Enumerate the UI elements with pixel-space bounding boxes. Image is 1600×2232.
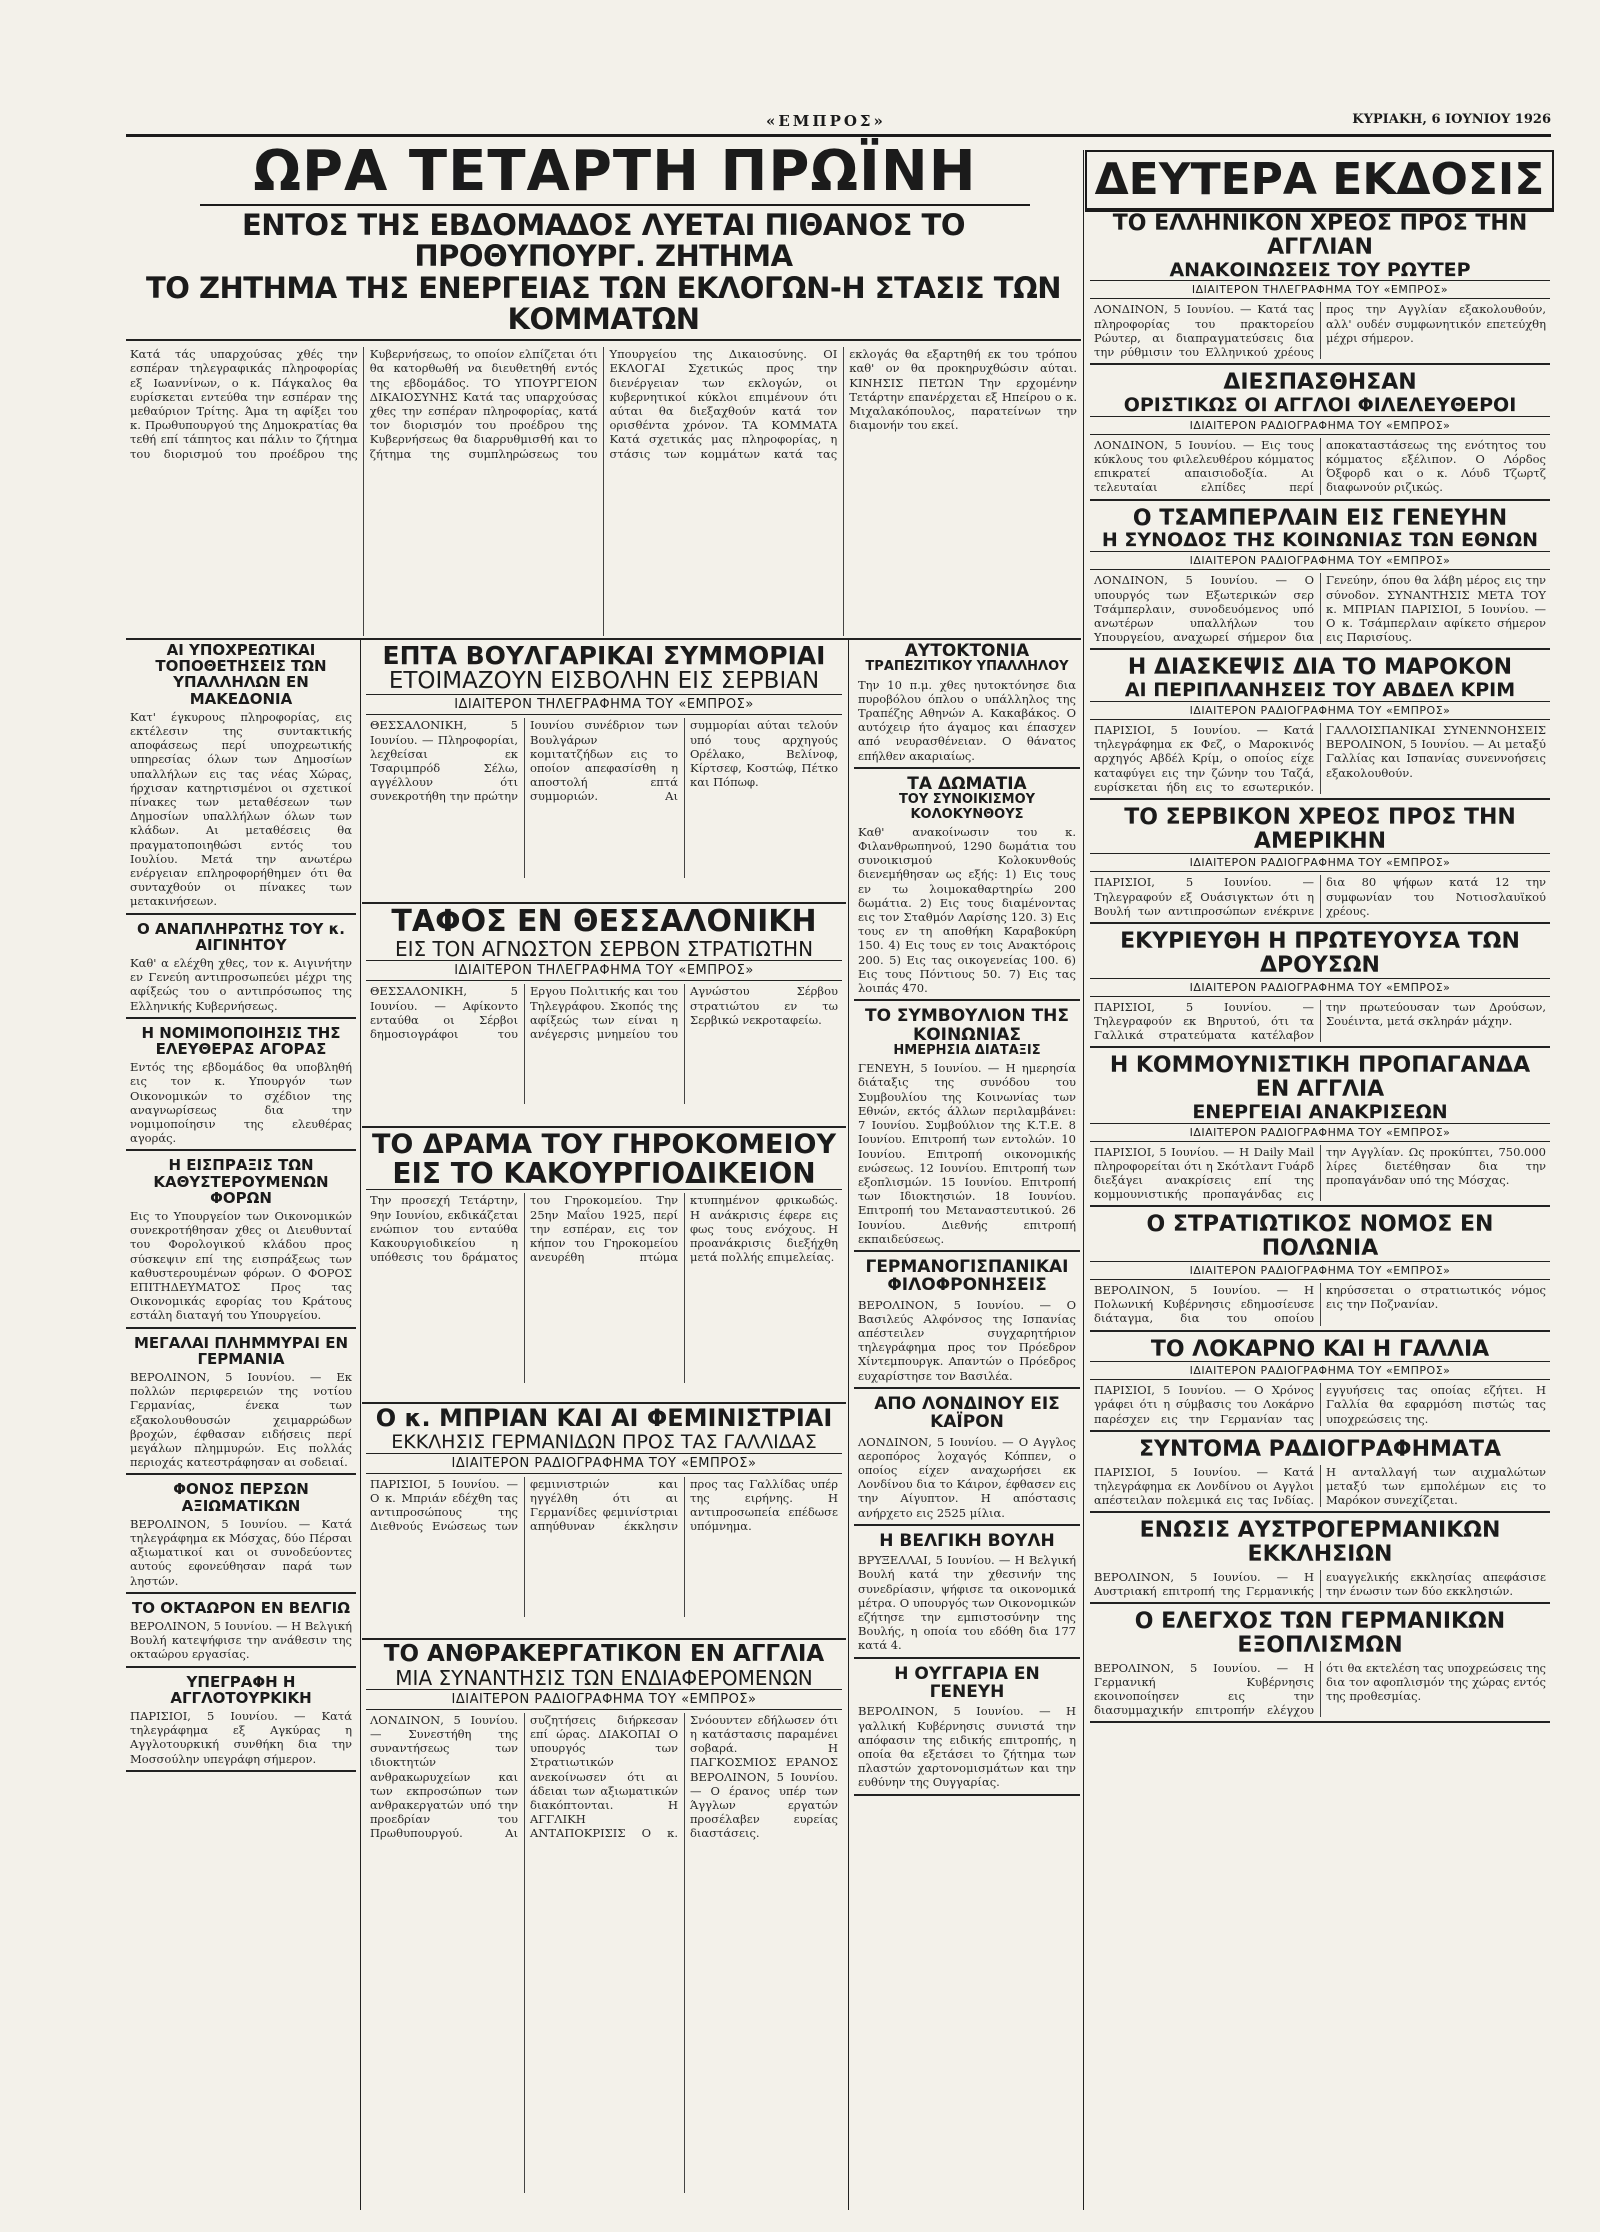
bulgar-body: ΘΕΣΣΑΛΟΝΙΚΗ, 5 Ιουνίου. — Πληροφορίαι, λεχθείσαι εκ Τσαριμπρόδ Σέλω, αγγέλλουν ότι συνεκροτήθη την πρώτην Ιουνίου συνέδριον των Βουλγάρων κομιτατζήδων εις το οποίον απεφασίσθη η αποστολή επτά συμμοριών. Αι συμμορίαι αύται τελούν υπό τους αρχηγούς Ορέλακο, Βελίνοφ, Κίρτσεφ, Κοστώφ, Πέτκο και Πόπωφ. <box>370 718 838 804</box>
article-body: ΓΕΝΕΥΗ, 5 Ιουνίου. — Η ημερησία διάταξις της συνόδου του Συμβουλίου της Κοινωνίας των Εθνών, εκτός άλλων περιλαμβάνει: 7 Ιουνίου. Συμβούλιον της Κ.Τ.Ε. 8 Ιουνίου. Επιτροπή των εντολών. 10 Ιουνίου. Επιτροπή οικονομικής ενώσεως. 12 Ιουνίου. Επιτροπή των εξοπλισμών. 15 Ιουνίου. Επιτροπή των Ιδιοκτησιών. 18 Ιουνίου. Επιτροπή του Μεταναστευτικού. 26 Ιουνίου. Διεθνής επιτροπή εκπαιδεύσεως. <box>858 1061 1076 1246</box>
article-title: Η ΝΟΜΙΜΟΠΟΙΗΣΙΣ ΤΗΣ ΕΛΕΥΘΕΡΑΣ ΑΓΟΡΑΣ <box>141 1023 341 1058</box>
article-title: Η ΚΟΜΜΟΥΝΙΣΤΙΚΗ ΠΡΟΠΑΓΑΝΔΑ ΕΝ ΑΓΓΛΙΑ <box>1109 1053 1531 1102</box>
article-title: ΑΥΤΟΚΤΟΝΙΑ <box>904 642 1030 661</box>
bulgar-agency: ΙΔΙΑΙΤΕΡΟΝ ΤΗΛΕΓΡΑΦΗΜΑ ΤΟΥ «ΕΜΠΡΟΣ» <box>366 694 842 715</box>
bulgar-title: ΕΠΤΑ ΒΟΥΛΓΑΡΙΚΑΙ ΣΥΜΜΟΡΙΑΙ <box>382 642 826 670</box>
article-body: ΒΕΡΟΛΙΝΟΝ, 5 Ιουνίου. — Εκ πολλών περιφερειών της νοτίου Γερμανίας, ένεκα των εξακολουθουσών χειμαρρώδων βροχών, έφθασαν ειδήσεις περί μεγάλων πλημμυρών. Εις πολλάς περιοχάς κατεστράφησαν αι σοδειαί. <box>130 1369 352 1470</box>
article <box>1090 656 1550 800</box>
anthrakwr-subtitle: ΜΙΑ ΣΥΝΑΝΤΗΣΙΣ ΤΩΝ ΕΝΔΙΑΦΕΡΟΜΕΝΩΝ <box>395 1665 813 1690</box>
article <box>126 642 356 915</box>
left-column <box>126 642 356 2210</box>
lead-title-2: ΤΟ ΖΗΤΗΜΑ ΤΗΣ ΕΝΕΡΓΕΙΑΣ ΤΩΝ ΕΚΛΟΓΩΝ-Η ΣΤΑΣΙΣ ΤΩΝ ΚΟΜΜΑΤΩΝ <box>126 273 1081 342</box>
article-subtitle: ΑΝΑΚΟΙΝΩΣΕΙΣ ΤΟΥ ΡΩΥΤΕΡ <box>1169 258 1471 281</box>
article-agency: ΙΔΙΑΙΤΕΡΟΝ ΡΑΔΙΟΓΡΑΦΗΜΑ ΤΟΥ «ΕΜΠΡΟΣ» <box>1090 1123 1550 1142</box>
article <box>854 1532 1080 1659</box>
article-title: Η ΕΙΣΠΡΑΞΙΣ ΤΩΝ ΚΑΘΥΣΤΕΡΟΥΜΕΝΩΝ ΦΟΡΩΝ <box>153 1156 329 1207</box>
article-title: ΥΠΕΓΡΑΦΗ Η ΑΓΓΛΟΤΟΥΡΚΙΚΗ <box>170 1672 312 1707</box>
main-headline: ΩΡΑ ΤΕΤΑΡΤΗ ΠΡΩΪΝΗ <box>200 140 1030 206</box>
tafos-title: ΤΑΦΟΣ ΕΝ ΘΕΣΣΑΛΟΝΙΚΗ <box>391 906 817 939</box>
article-tafos <box>366 906 842 1124</box>
right-column <box>1090 212 1550 2210</box>
article-feminist <box>366 1406 842 1636</box>
article-title: ΜΕΓΑΛΑΙ ΠΛΗΜΜΥΡΑΙ ΕΝ ΓΕΡΜΑΝΙΑ <box>134 1333 348 1368</box>
article <box>126 1600 356 1668</box>
article-title: ΦΟΝΟΣ ΠΕΡΣΩΝ ΑΞΙΩΜΑΤΙΚΩΝ <box>173 1480 309 1515</box>
article-body: Καθ' α ελέχθη χθες, τον κ. Αιγινήτην εν Γενεύη αντιπροσωπεύει μέχρι της αφίξεώς του ο αντιπρόσωπος της Ελληνικής Κυβερνήσεως. <box>130 955 352 1013</box>
tafos-subtitle: ΕΙΣ ΤΟΝ ΑΓΝΩΣΤΟΝ ΣΕΡΒΟΝ ΣΤΡΑΤΙΩΤΗΝ <box>394 937 814 962</box>
article <box>1090 930 1550 1048</box>
article-body: ΒΕΡΟΛΙΝΟΝ, 5 Ιουνίου. — Η Γερμανική Κυβέρνησις εκοινοποίησεν εις την διασυμμαχικήν επιτροπήν ελέγχου ότι θα εκτελέση τας υποχρεώσεις της δια τον αφοπλισμόν της χώρας εντός της προθεσμίας. <box>1094 1660 1546 1718</box>
lead-body: Κατά τάς υπαρχούσας χθές την εσπέραν τηλεγραφικάς πληροφορίας εξ Ιωαννίνων, ο κ. Πάγκαλος θα ευρίσκεται εντεύθα την εσπέραν της μεθαύριον Τρίτης. Άμα τη αφίξει του κ. Πρωθυπουργού της Δημοκρατίας θα τεθή επί τάπητος και πάλιν το ζήτημα του διορισμού του προέδρου της Κυβερνήσεως, το οποίον ελπίζεται ότι θα κατορθωθή να διευθετηθή εντός της εβδομάδος. ΤΟ ΥΠΟΥΡΓΕΙΟΝ ΔΙΚΑΙΟΣΥΝΗΣ Κατά τας υπαρχούσας χθες την εσπέραν πληροφορίας, κατά τον διορισμόν του προέδρου της Κυβερνήσεως θα διαρρυθμισθή και το ζήτημα της συμπληρώσεως του Υπουργείου της Δικαιοσύνης. ΟΙ ΕΚΛΟΓΑΙ Σχετικώς προς την διενέργειαν των εκλογών, οι κυβερνητικοί κύκλοι επιμένουν ότι αύται θα διεξαχθούν κατά τον ορισθέντα χρόνον. ΤΑ ΚΟΜΜΑΤΑ Κατά σχετικάς μας πληροφορίας, η στάσις των κομμάτων κατά τας εκλογάς θα εξαρτηθή εκ του τρόπου καθ' ον θα προκηρυχθώσιν αύται. ΚΙΝΗΣΙΣ ΠΕΤΩΝ Την ερχομένην Τετάρτην επανέρχεται εξ Ηπείρου ο κ. Μιχαλακόπουλος, παρατείνων την διαμονήν του εκεί. <box>130 347 1077 461</box>
article <box>1090 1213 1550 1331</box>
article <box>126 1025 356 1152</box>
article-title: ΤΟ ΣΥΜΒΟΥΛΙΟΝ ΤΗΣ ΚΟΙΝΩΝΙΑΣ <box>864 1006 1070 1045</box>
article-body: ΠΑΡΙΣΙΟΙ, 5 Ιουνίου. — Τηλεγραφούν εκ Βηρυτού, ότι τα Γαλλικά στρατεύματα κατέλαβον την πρωτεύουσαν των Δρούσων, Σουέιντα, μετά σκληράν μάχην. <box>1094 999 1546 1042</box>
article <box>126 1481 356 1593</box>
article-title: Η ΟΥΓΓΑΡΙΑ ΕΝ ΓΕΝΕΥΗ <box>894 1663 1040 1702</box>
article-agency: ΙΔΙΑΙΤΕΡΟΝ ΡΑΔΙΟΓΡΑΦΗΜΑ ΤΟΥ «ΕΜΠΡΟΣ» <box>1090 701 1550 720</box>
bulgar-subtitle: ΕΤΟΙΜΑΖΟΥΝ ΕΙΣΒΟΛΗΝ ΕΙΣ ΣΕΡΒΙΑΝ <box>388 668 820 694</box>
article-subtitle: ΤΟΥ ΣΥΝΟΙΚΙΣΜΟΥ ΚΟΛΟΚΥΝΘΟΥΣ <box>898 792 1036 822</box>
gerokomeio-body: Την προσεχή Τετάρτην, 9ην Ιουνίου, εκδικάζεται ενώπιον του ενταύθα Κακουργιοδικείου η υπόθεσις του δράματος του Γηροκομείου. Την 25ην Μαΐου 1925, περί την εσπέραν, εις τον κήπον του Γηροκομείου ανευρέθη πτώμα κτυπημένον φρικωδώς. Η ανάκρισις έφερε εις φως τους ενόχους. Η προανάκρισις διεξήχθη μετά πολλής επιμελείας. <box>370 1193 838 1265</box>
article <box>126 921 356 1019</box>
lead-title-1: ΕΝΤΟΣ ΤΗΣ ΕΒΔΟΜΑΔΟΣ ΛΥΕΤΑΙ ΠΙΘΑΝΟΣ ΤΟ ΠΡΟΘΥΠΟΥΡΓ. ΖΗΤΗΜΑ <box>242 208 965 274</box>
article-anthrakwr <box>366 1642 842 2210</box>
article-body: ΛΟΝΔΙΝΟΝ, 5 Ιουνίου. — Κατά τας πληροφορίας του πρακτορείου Ρώυτερ, αι διαπραγματεύσεις δια την ρύθμισιν του Ελληνικού χρέους προς την Αγγλίαν εξακολουθούν, αλλ' ουδέν συμφωνητικόν επετεύχθη μέχρι σήμερον. <box>1094 302 1546 359</box>
article-title: ΤΟ ΣΕΡΒΙΚΟΝ ΧΡΕΟΣ ΠΡΟΣ ΤΗΝ ΑΜΕΡΙΚΗΝ <box>1124 804 1516 854</box>
second-edition-banner: ΔΕΥΤΕΡΑ ΕΚΔΟΣΙΣ <box>1085 150 1554 212</box>
article-body: ΠΑΡΙΣΙΟΙ, 5 Ιουνίου. — Η Daily Mail πληροφορείται ότι η Σκότλαντ Γυάρδ διεξάγει ανακρίσεις επί της κομμουνιστικής προπαγάνδας εις την Αγγλίαν. Ως προκύπτει, 750.000 λίρες διετέθησαν δια την προπαγάνδαν υπό της Μόσχας. <box>1094 1144 1546 1202</box>
tafos-agency: ΙΔΙΑΙΤΕΡΟΝ ΤΗΛΕΓΡΑΦΗΜΑ ΤΟΥ «ΕΜΠΡΟΣ» <box>366 960 842 981</box>
article-body: ΒΡΥΞΕΛΛΑΙ, 5 Ιουνίου. — Η Βελγική Βουλή κατά την χθεσινήν της συνεδρίασιν, ψήφισε τα οικονομικά μέτρα. Ο υπουργός των Οικονομικών εζήτησε την εμπιστοσύνην της Βουλής, η οποία του εδόθη δια 177 κατά 4. <box>858 1553 1076 1653</box>
article-body: ΛΟΝΔΙΝΟΝ, 5 Ιουνίου. — Ο Αγγλος αεροπόρος λοχαγός Κόππεν, ο οποίος είχεν αναχωρήσει εκ Λονδίνου δια το Κάιρον, έφθασεν εις την Αίγυπτον. Η απόστασις ανήρχετο εις 2525 μίλια. <box>858 1434 1076 1520</box>
article-agency: ΙΔΙΑΙΤΕΡΟΝ ΡΑΔΙΟΓΡΑΦΗΜΑ ΤΟΥ «ΕΜΠΡΟΣ» <box>1090 978 1550 997</box>
article <box>854 1395 1080 1526</box>
article-agency: ΙΔΙΑΙΤΕΡΟΝ ΤΗΛΕΓΡΑΦΗΜΑ ΤΟΥ «ΕΜΠΡΟΣ» <box>1090 280 1550 299</box>
feminist-title: Ο κ. ΜΠΡΙΑΝ ΚΑΙ ΑΙ ΦΕΜΙΝΙΣΤΡΙΑΙ <box>375 1406 833 1432</box>
feminist-subtitle: ΕΚΚΛΗΣΙΣ ΓΕΡΜΑΝΙΔΩΝ ΠΡΟΣ ΤΑΣ ΓΑΛΛΙΔΑΣ <box>391 1430 817 1453</box>
article-agency: ΙΔΙΑΙΤΕΡΟΝ ΡΑΔΙΟΓΡΑΦΗΜΑ ΤΟΥ «ΕΜΠΡΟΣ» <box>1090 1361 1550 1380</box>
article-body: Καθ' ανακοίνωσιν του κ. Φιλανθρωπηνού, 1290 δωμάτια του συνοικισμού Κολοκυνθούς διενεμήθησαν ως εξής: 1) Εις τους εν τω λοιμοκαθαρτηρίω 200 δωμάτια. 2) Εις τους διαμένοντας εις τον Σταθμόν Λαρίσης 120. 3) Εις τους εν τη αποθήκη Καραβοκύρη 150. 4) Εις τους εν τοις Ανακτόροις 200. 5) Εις τας οικογενείας 100. 6) Εις τους Πόντιους 50. 7) Εις τας λοιπάς 470. <box>858 824 1076 996</box>
article <box>126 1674 356 1772</box>
third-column <box>854 642 1080 2210</box>
article-body: Εις το Υπουργείον των Οικονομικών συνεκροτήθησαν χθες οι Διευθυνταί του Φορολογικού κλάδου προς σύσκεψιν επί της εισπράξεως των καθυστερουμένων φόρων. Ο ΦΟΡΟΣ ΕΠΙΤΗΔΕΥΜΑΤΟΣ Προς τας Οικονομικάς εφορίας του Κράτους εστάλη διαταγή του Υπουργείου. <box>130 1208 352 1323</box>
article-subtitle: ΤΡΑΠΕΖΙΤΙΚΟΥ ΥΠΑΛΛΗΛΟΥ <box>865 659 1069 675</box>
article-body: ΒΕΡΟΛΙΝΟΝ, 5 Ιουνίου. — Η γαλλική Κυβέρνησις συνιστά την απόφασιν της ειδικής επιτροπής, η οποία θα εξετάσει το ζήτημα των πλαστών χαρτονομισμάτων και την ευθύνην της Ουγγαρίας. <box>858 1704 1076 1790</box>
article <box>1090 1438 1550 1513</box>
article-agency: ΙΔΙΑΙΤΕΡΟΝ ΡΑΔΙΟΓΡΑΦΗΜΑ ΤΟΥ «ΕΜΠΡΟΣ» <box>1090 853 1550 872</box>
article-body: Εντός της εβδομάδος θα υποβληθή εις τον κ. Υπουργόν των Οικονομικών το σχέδιον της αναγνωρίσεως δια την νομιμοποίησιν της ελευθέρας αγοράς. <box>130 1060 352 1146</box>
article-agency: ΙΔΙΑΙΤΕΡΟΝ ΡΑΔΙΟΓΡΑΦΗΜΑ ΤΟΥ «ΕΜΠΡΟΣ» <box>1090 551 1550 570</box>
article-title: ΓΕΡΜΑΝΟΓΙΣΠΑΝΙΚΑΙ ΦΙΛΟΦΡΟΝΗΣΕΙΣ <box>865 1256 1069 1296</box>
article-title: Ο ΣΤΡΑΤΙΩΤΙΚΟΣ ΝΟΜΟΣ ΕΝ ΠΟΛΩΝΙΑ <box>1146 1212 1494 1262</box>
article-title: ΑΙ ΥΠΟΧΡΕΩΤΙΚΑΙ ΤΟΠΟΘΕΤΗΣΕΙΣ ΤΩΝ ΥΠΑΛΛΗΛΩΝ ΕΝ ΜΑΚΕΔΟΝΙΑ <box>155 642 327 708</box>
article-body: ΒΕΡΟΛΙΝΟΝ, 5 Ιουνίου. — Ο Βασιλεύς Αλφόνσος της Ισπανίας απέστειλεν συγχαρητήριον τηλεγράφημα προς τον Πρόεδρον Χίντεμπουργκ. Απαντών ο Πρόεδρος ευχαρίστησε τον Βασιλέα. <box>858 1297 1076 1383</box>
article-body: ΒΕΡΟΛΙΝΟΝ, 5 Ιουνίου. — Η Βελγική Βουλή κατεψήφισε την ανάθεσιν της οκταώρου εργασίας. <box>130 1618 352 1662</box>
article-body: ΛΟΝΔΙΝΟΝ, 5 Ιουνίου. — Εις τους κύκλους του φιλελευθέρου κόμματος επικρατεί απαισιοδοξία. Αι τελευταίαι ελπίδες περί αποκαταστάσεως της ενότητος του κόμματος εξέλιπον. Ο Λόρδος Όξφορδ και ο κ. Λόυδ Τζωρτζ διαφωνούν ριζικώς. <box>1094 437 1546 495</box>
article <box>1090 212 1550 365</box>
article-agency: ΙΔΙΑΙΤΕΡΟΝ ΡΑΔΙΟΓΡΑΦΗΜΑ ΤΟΥ «ΕΜΠΡΟΣ» <box>1090 1261 1550 1280</box>
article-body: ΠΑΡΙΣΙΟΙ, 5 Ιουνίου. — Κατά τηλεγράφημα εξ Αγκύρας η Αγγλοτουρκική συνθήκη δια την Μοσσούλην υπεγράφη σήμερον. <box>130 1708 352 1766</box>
article <box>126 1335 356 1476</box>
article-title: Ο ΑΝΑΠΛΗΡΩΤΗΣ ΤΟΥ κ. ΑΙΓΙΝΗΤΟΥ <box>137 919 345 954</box>
article-subtitle: Η ΣΥΝΟΔΟΣ ΤΗΣ ΚΟΙΝΩΝΙΑΣ ΤΩΝ ΕΘΝΩΝ <box>1101 529 1539 552</box>
article-body: Κατ' έγκυρους πληροφορίας, εις εκτέλεσιν της συντακτικής αποφάσεως περί υποχρεωτικής υπηρεσίας όλων των Δημοσίων υπαλλήλων εις τας νέας Χώρας, ήρχισαν κατηρτισμένοι οι σχετικοί πίνακες των μεταθέσεων των Δημοσίων υπαλλήλων όλων των κλάδων. Αι μεταθέσεις θα πραγματοποιηθώσι εντός του Ιουλίου. Μετά την ανωτέρω ενέργειαν επληροφορήθημεν ότι θα συνταχθούν οι πίνακες των μετακινήσεων. <box>130 709 352 909</box>
feminist-agency: ΙΔΙΑΙΤΕΡΟΝ ΡΑΔΙΟΓΡΑΦΗΜΑ ΤΟΥ «ΕΜΠΡΟΣ» <box>366 1453 842 1474</box>
article <box>854 1665 1080 1796</box>
article-title: ΤΟ ΛΟΚΑΡΝΟ ΚΑΙ Η ΓΑΛΛΙΑ <box>1150 1336 1490 1362</box>
article <box>854 1258 1080 1389</box>
article-body: ΠΑΡΙΣΙΟΙ, 5 Ιουνίου. — Κατά τηλεγράφημα εκ Λονδίνου οι Αγγλοι απέστειλαν πολεμικά εις τας Ινδίας. Η ανταλλαγή των αιχμαλώτων μεταξύ των εμπολέμων εις το Μαρόκον συνεχίζεται. <box>1094 1464 1546 1508</box>
article <box>1090 507 1550 651</box>
article-subtitle: ΗΜΕΡΗΣΙΑ ΔΙΑΤΑΞΙΣ <box>893 1042 1041 1058</box>
article-body: ΒΕΡΟΛΙΝΟΝ, 5 Ιουνίου. — Κατά τηλεγράφημα εκ Μόσχας, δύο Πέρσαι αξιωματικοί και οι συνοδεύοντες αυτούς εφονεύθησαν παρά των ληστών. <box>130 1516 352 1588</box>
article-subtitle: ΕΝΕΡΓΕΙΑΙ ΑΝΑΚΡΙΣΕΩΝ <box>1192 1100 1448 1123</box>
article <box>854 642 1080 769</box>
article <box>126 1157 356 1328</box>
masthead <box>126 112 1551 137</box>
article <box>1090 1610 1550 1723</box>
article-title: ΤΑ ΔΩΜΑΤΙΑ <box>907 773 1027 794</box>
article-body: ΠΑΡΙΣΙΟΙ, 5 Ιουνίου. — Τηλεγραφούν εξ Ουάσιγκτων ότι η Βουλή των αντιπροσώπων ενέκρινε δια 80 ψήφων κατά 12 την συμφωνίαν του Νοτιοσλαυϊκού χρέους. <box>1094 875 1546 918</box>
article-title: ΤΟ ΟΚΤΑΩΡΟΝ ΕΝ ΒΕΛΓΙΩ <box>132 1598 350 1617</box>
article-body: Την 10 π.μ. χθες ηυτοκτόνησε δια πυροβόλου όπλου ο υπάλληλος της Τραπέζης Αθηνών Α. Κακαβάκος. Ο αυτόχειρ ήτο άγαμος και έπασχεν από νευρασθένειαν. Ο θάνατος επήλθεν ακαριαίως. <box>858 677 1076 763</box>
gerokomeio-subtitle: ΕΙΣ ΤΟ ΚΑΚΟΥΡΓΙΟΔΙΚΕΙΟΝ <box>366 1159 842 1190</box>
anthrakwr-body: ΛΟΝΔΙΝΟΝ, 5 Ιουνίου. — Συνεστήθη της συναντήσεως των ιδιοκτητών ανθρακωρυχείων και των εκπροσώπων των ανθρακεργατών υπό την προεδρίαν του Πρωθυπουργού. Αι συζητήσεις διήρκεσαν επί ώρας. ΔΙΑΚΟΠΑΙ Ο υπουργός των Στρατιωτικών ανεκοίνωσεν ότι αι άδειαι των αξιωματικών διακόπτονται. Η ΑΓΓΛΙΚΗ ΑΝΤΑΠΟΚΡΙΣΙΣ Ο κ. Σνόουντεν εδήλωσεν ότι η κατάστασις παραμένει σοβαρά. Η ΠΑΓΚΟΣΜΙΟΣ ΕΡΑΝΟΣ ΒΕΡΟΛΙΝΟΝ, 5 Ιουνίου. — Ο έρανος υπέρ των Άγγλων εργατών προσέλαβεν ευρείας διαστάσεις. <box>370 1712 838 1841</box>
article-title: ΕΚΥΡΙΕΥΘΗ Η ΠΡΩΤΕΥΟΥΣΑ ΤΩΝ ΔΡΟΥΣΩΝ <box>1120 929 1520 978</box>
article <box>854 1007 1080 1252</box>
article-title: Ο ΤΣΑΜΠΕΡΛΑΙΝ ΕΙΣ ΓΕΝΕΥΗΝ <box>1132 505 1508 531</box>
article <box>1090 1054 1550 1207</box>
article-body: ΒΕΡΟΛΙΝΟΝ, 5 Ιουνίου. — Η Πολωνική Κυβέρνησις εδημοσίευσε διάταγμα, δια του οποίου κηρύσσεται ο στρατιωτικός νόμος εις την Ποζνανίαν. <box>1094 1282 1546 1326</box>
article-title: Ο ΕΛΕΓΧΟΣ ΤΩΝ ΓΕΡΜΑΝΙΚΩΝ ΕΞΟΠΛΙΣΜΩΝ <box>1134 1609 1506 1658</box>
paper-name: «ΕΜΠΡΟΣ» <box>766 112 886 130</box>
feminist-body: ΠΑΡΙΣΙΟΙ, 5 Ιουνίου. — Ο κ. Μπριάν εδέχθη τας αντιπροσώπους της Διεθνούς Ενώσεως των φεμινιστριών και ηγγέλθη ότι αι Γερμανίδες φεμινίστριαι απηύθυναν έκκλησιν προς τας Γαλλίδας υπέρ της ειρήνης. Η αντιπροσωπεία επέδωσε υπόμνημα. <box>370 1476 838 1534</box>
article-body: ΠΑΡΙΣΙΟΙ, 5 Ιουνίου. — Κατά τηλεγράφημα εκ Φεζ, ο Μαροκινός αρχηγός Αβδέλ Κρίμ, ο οποίος είχε καταφύγει εις την ζώνην του Ταζά, ευρίσκεται ήδη εις το εσωτερικόν. ΓΑΛΛΟΙΣΠΑΝΙΚΑΙ ΣΥΝΕΝΝΟΗΣΕΙΣ ΒΕΡΟΛΙΝΟΝ, 5 Ιουνίου. — Αι μεταξύ Γαλλίας και Ισπανίας συνεννοήσεις εξακολουθούν. <box>1094 722 1546 794</box>
article-bulgar <box>366 642 842 900</box>
article-title: Η ΒΕΛΓΙΚΗ ΒΟΥΛΗ <box>879 1530 1055 1551</box>
article-title: ΤΟ ΕΛΛΗΝΙΚΟΝ ΧΡΕΟΣ ΠΡΟΣ ΤΗΝ ΑΓΓΛΙΑΝ <box>1112 212 1528 260</box>
article <box>1090 1519 1550 1604</box>
issue-date: ΚΥΡΙΑΚΗ, 6 ΙΟΥΝΙΟΥ 1926 <box>1352 112 1551 127</box>
article-agency: ΙΔΙΑΙΤΕΡΟΝ ΡΑΔΙΟΓΡΑΦΗΜΑ ΤΟΥ «ΕΜΠΡΟΣ» <box>1090 416 1550 435</box>
anthrakwr-agency: ΙΔΙΑΙΤΕΡΟΝ ΡΑΔΙΟΓΡΑΦΗΜΑ ΤΟΥ «ΕΜΠΡΟΣ» <box>366 1689 842 1710</box>
article-title: ΑΠΟ ΛΟΝΔΙΝΟΥ ΕΙΣ ΚΑΪΡΟΝ <box>874 1393 1060 1433</box>
article-title: Η ΔΙΑΣΚΕΨΙΣ ΔΙΑ ΤΟ ΜΑΡΟΚΟΝ <box>1127 655 1513 681</box>
article <box>854 775 1080 1001</box>
article <box>1090 371 1550 500</box>
article <box>1090 1338 1550 1432</box>
article-subtitle: ΑΙ ΠΕΡΙΠΛΑΝΗΣΕΙΣ ΤΟΥ ΑΒΔΕΛ ΚΡΙΜ <box>1124 679 1516 702</box>
tafos-body: ΘΕΣΣΑΛΟΝΙΚΗ, 5 Ιουνίου. — Αφίκοντο ενταύθα οι Σέρβοι δημοσιογράφοι του Εργου Πολιτικής και του Τηλεγράφου. Σκοπός της αφίξεώς των είναι η ανέγερσις μνημείου του Αγνώστου Σέρβου στρατιώτου εν τω Σερβικώ νεκροταφείω. <box>370 984 838 1041</box>
anthrakwr-title: ΤΟ ΑΝΘΡΑΚΕΡΓΑΤΙΚΟΝ ΕΝ ΑΓΓΛΙΑ <box>383 1642 825 1667</box>
article-gerokomeio <box>366 1130 842 1400</box>
gerokomeio-title: ΤΟ ΔΡΑΜΑ ΤΟΥ ΓΗΡΟΚΟΜΕΙΟΥ <box>371 1130 837 1160</box>
article <box>1090 806 1550 924</box>
article-body: ΒΕΡΟΛΙΝΟΝ, 5 Ιουνίου. — Η Αυστριακή επιτροπή της Γερμανικής ευαγγελικής εκκλησίας απεφάσισε την ένωσιν των δύο εκκλησιών. <box>1094 1569 1546 1598</box>
article-title: ΕΝΩΣΙΣ ΑΥΣΤΡΟΓΕΡΜΑΝΙΚΩΝ ΕΚΚΛΗΣΙΩΝ <box>1139 1518 1501 1567</box>
article-body: ΠΑΡΙΣΙΟΙ, 5 Ιουνίου. — Ο Χρόνος γράφει ότι η σύμβασις του Λοκάρνο παρέσχεν εις την Γερμανίαν τας εγγυήσεις τας οποίας εζήτει. Η Γαλλία θα εφαρμόση πιστώς τας υποχρεώσεις της. <box>1094 1383 1546 1426</box>
article-title: ΣΥΝΤΟΜΑ ΡΑΔΙΟΓΡΑΦΗΜΑΤΑ <box>1139 1436 1501 1462</box>
lead-story <box>126 208 1081 636</box>
article-body: ΛΟΝΔΙΝΟΝ, 5 Ιουνίου. — Ο υπουργός των Εξωτερικών σερ Τσάμπερλαιν, συνοδευόμενος υπό ανωτέρων υπαλλήλων του Υπουργείου, αναχωρεί σήμερον δια Γενεύην, όπου θα λάβη μέρος εις την σύνοδον. ΣΥΝΑΝΤΗΣΙΣ ΜΕΤΑ ΤΟΥ κ. ΜΠΡΙΑΝ ΠΑΡΙΣΙΟΙ, 5 Ιουνίου. — Ο κ. Τσάμπερλαιν αφίκετο σήμερον εις Παρισίους. <box>1094 573 1546 645</box>
article-title: ΔΙΕΣΠΑΣΘΗΣΑΝ <box>1223 370 1417 396</box>
article-subtitle: ΟΡΙΣΤΙΚΩΣ ΟΙ ΑΓΓΛΟΙ ΦΙΛΕΛΕΥΘΕΡΟΙ <box>1123 393 1517 416</box>
